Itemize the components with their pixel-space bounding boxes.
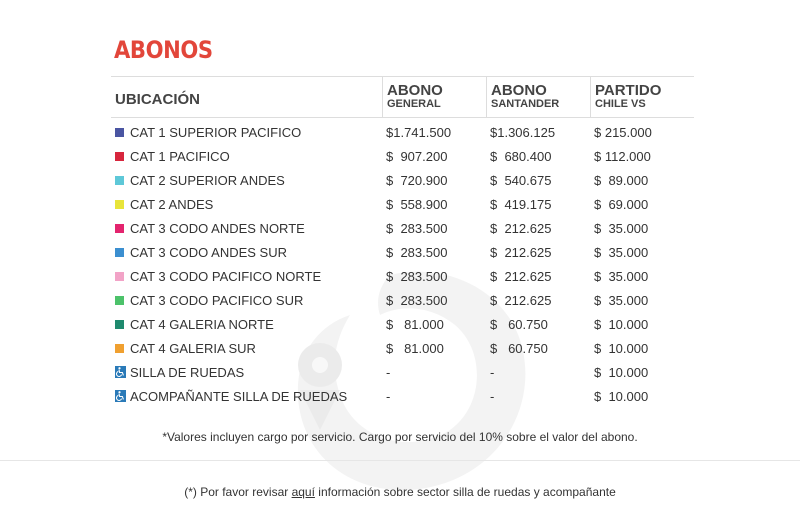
table-row [111,360,694,384]
table-body [111,118,694,408]
price-santander: $ 212.625 [490,268,552,284]
table-row [111,120,694,144]
price-general: - [386,364,391,380]
location-cell [111,269,382,284]
location-cell [111,341,382,356]
table-row [111,216,694,240]
price-partido: $ 35.000 [594,244,649,260]
price-partido: $ 215.000 [594,124,652,140]
price-santander: $ 212.625 [490,220,552,236]
wheelchair-icon [115,366,126,378]
location-name: CAT 1 SUPERIOR PACIFICO [130,124,302,140]
table-row [111,384,694,408]
location-name: CAT 3 CODO ANDES SUR [130,244,287,260]
price-santander: $ 680.400 [490,148,552,164]
wheelchair-icon [115,390,126,402]
price-santander: $1.306.125 [490,124,556,140]
price-general: $ 283.500 [386,268,448,284]
location-cell [111,173,382,188]
location-name: CAT 4 GALERIA NORTE [130,316,274,332]
location-name: CAT 2 ANDES [130,196,214,212]
price-santander: - [490,388,495,404]
header-partido [590,77,694,117]
table-row [111,312,694,336]
header-abono-general-line2: GENERAL [387,98,441,111]
location-name: CAT 2 SUPERIOR ANDES [130,172,285,188]
price-partido: $ 89.000 [594,172,649,188]
price-partido: $ 10.000 [594,340,649,356]
price-partido: $ 10.000 [594,316,649,332]
price-general: $1.741.500 [386,124,452,140]
header-partido-line2: CHILE VS [595,98,646,111]
price-santander: $ 419.175 [490,196,552,212]
table-row [111,336,694,360]
location-cell [111,149,382,164]
price-partido: $ 10.000 [594,388,649,404]
header-location: UBICACIÓN [115,90,200,108]
header-abono-santander-line2: SANTANDER [491,98,560,111]
price-general: $ 81.000 [386,340,444,356]
location-cell [111,389,382,404]
price-general: - [386,388,391,404]
table-row [111,168,694,192]
price-partido: $ 35.000 [594,220,649,236]
color-swatch [115,248,124,257]
location-cell [111,293,382,308]
header-abono-general [382,77,486,117]
color-swatch [115,320,124,329]
location-cell [111,317,382,332]
location-name: ACOMPAÑANTE SILLA DE RUEDAS [130,388,348,404]
color-swatch [115,200,124,209]
wheelchair-info-link[interactable]: aquí [291,485,315,499]
table-header [111,76,694,118]
color-swatch [115,224,124,233]
price-general: $ 283.500 [386,244,448,260]
color-swatch [115,152,124,161]
service-fee-note: *Valores incluyen cargo por servicio. Cargo por servicio del 10% sobre el valor del abono. [162,430,638,444]
header-abono-general-line1: ABONO [387,82,443,100]
price-santander: $ 212.625 [490,292,552,308]
price-partido: $ 35.000 [594,268,649,284]
page-title: ABONOS [114,36,213,64]
color-swatch [115,272,124,281]
price-santander: $ 60.750 [490,340,548,356]
price-general: $ 283.500 [386,292,448,308]
header-partido-line1: PARTIDO [595,82,662,100]
price-santander: $ 60.750 [490,316,548,332]
location-name: CAT 1 PACIFICO [130,148,230,164]
location-name: CAT 3 CODO PACIFICO SUR [130,292,304,308]
price-santander: - [490,364,495,380]
location-name: SILLA DE RUEDAS [130,364,245,380]
table-row [111,192,694,216]
location-name: CAT 3 CODO PACIFICO NORTE [130,268,322,284]
location-cell [111,221,382,236]
price-general: $ 907.200 [386,148,448,164]
location-cell [111,197,382,212]
price-general: $ 81.000 [386,316,444,332]
table-row [111,288,694,312]
price-santander: $ 540.675 [490,172,552,188]
price-general: $ 283.500 [386,220,448,236]
header-abono-santander [486,77,590,117]
divider [0,460,800,461]
footer-text [0,485,800,499]
price-santander: $ 212.625 [490,244,552,260]
price-partido: $ 35.000 [594,292,649,308]
color-swatch [115,296,124,305]
footer-suffix: información sobre sector silla de ruedas y acompañante [314,485,616,499]
color-swatch [115,176,124,185]
price-partido: $ 69.000 [594,196,649,212]
price-general: $ 558.900 [386,196,448,212]
location-cell [111,365,382,380]
price-partido: $ 112.000 [594,148,651,164]
header-abono-santander-line1: ABONO [491,82,547,100]
price-general: $ 720.900 [386,172,448,188]
prices-table [111,76,694,408]
location-name: CAT 3 CODO ANDES NORTE [130,220,305,236]
color-swatch [115,344,124,353]
table-row [111,240,694,264]
location-cell [111,125,382,140]
table-row [111,264,694,288]
price-partido: $ 10.000 [594,364,649,380]
footer-prefix: (*) Por favor revisar [184,485,292,499]
location-cell [111,245,382,260]
color-swatch [115,128,124,137]
table-row [111,144,694,168]
location-name: CAT 4 GALERIA SUR [130,340,256,356]
